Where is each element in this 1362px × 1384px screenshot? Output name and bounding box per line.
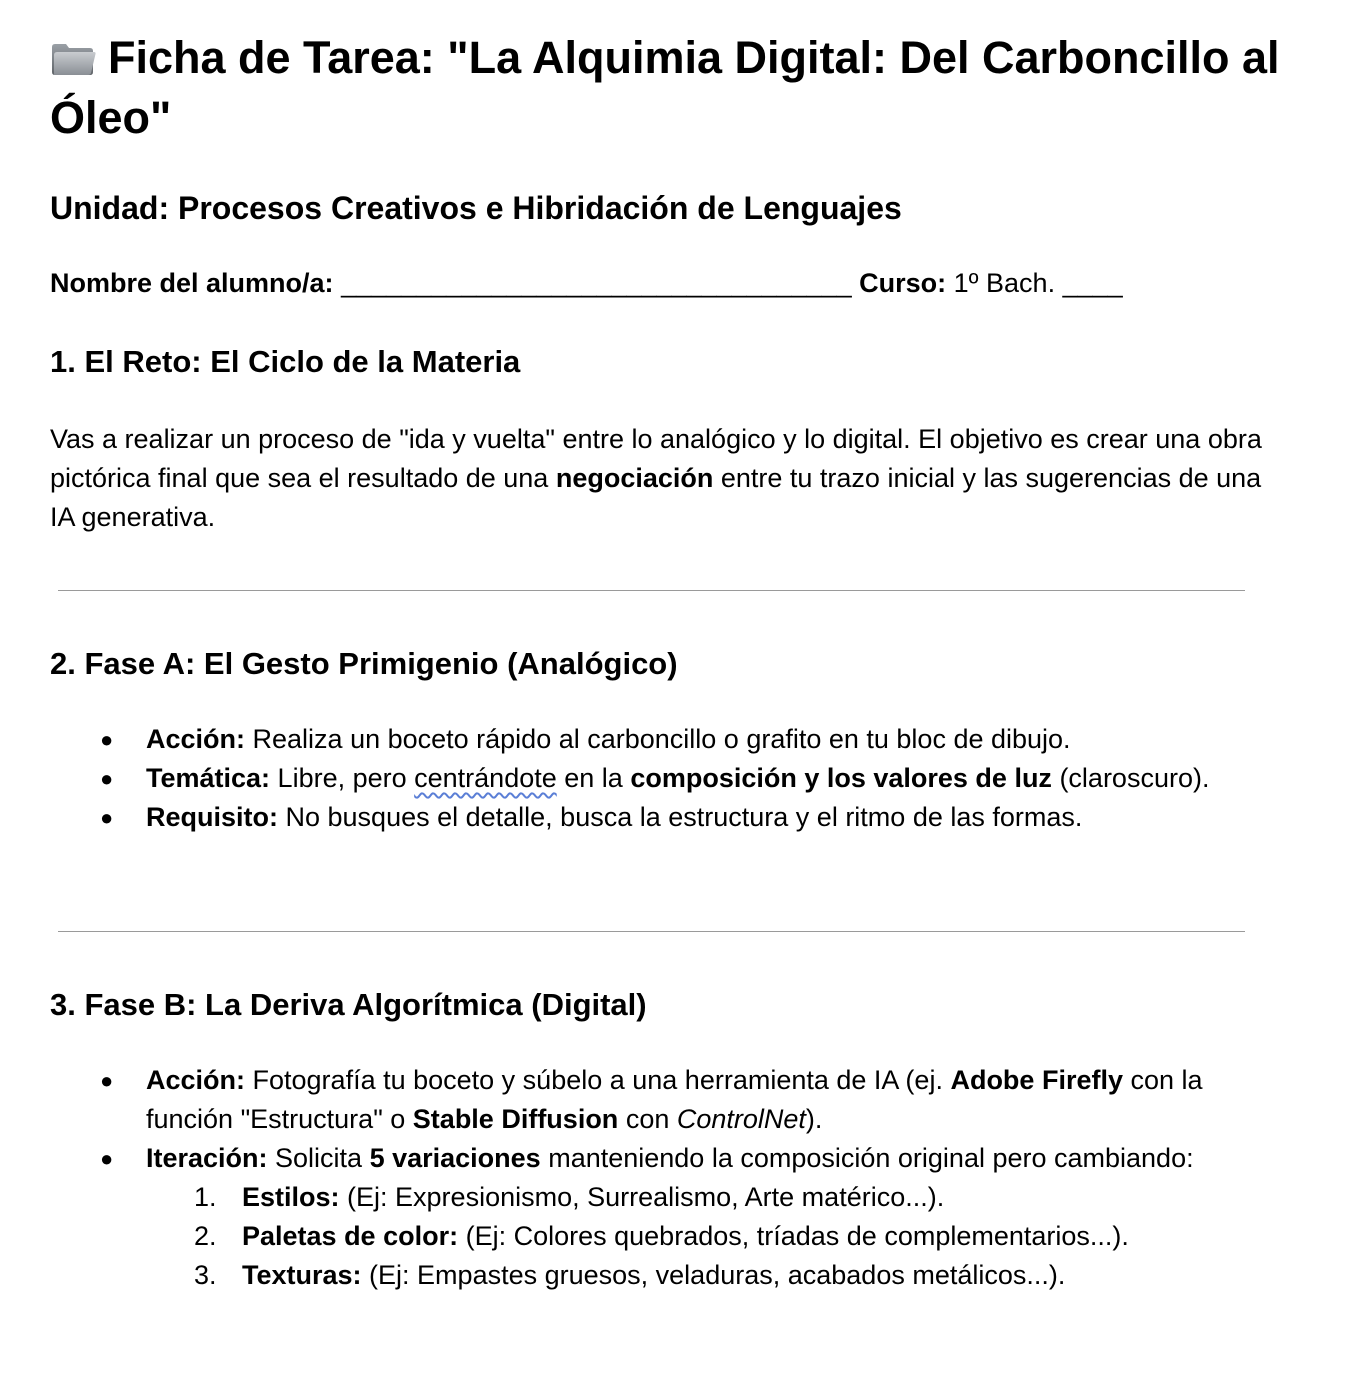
list-item <box>0 720 1290 759</box>
sub-list-item <box>146 1256 1290 1295</box>
section-1-paragraph <box>50 420 1280 537</box>
page-title <box>50 28 1290 148</box>
item-text: en la <box>556 763 631 793</box>
unit-heading: Unidad: Procesos Creativos e Hibridación de Lenguajes <box>50 190 902 226</box>
item-label: Paletas de color: <box>242 1221 459 1251</box>
item-number: 1. <box>194 1182 217 1212</box>
item-label: Iteración: <box>146 1143 268 1173</box>
list-item <box>0 1061 1290 1139</box>
item-bold: 5 variaciones <box>369 1143 541 1173</box>
item-label: Estilos: <box>242 1182 340 1212</box>
item-text: con la función "Estructura" o <box>146 1065 1203 1134</box>
item-label: Temática: <box>146 763 271 793</box>
item-text: (Ej: Colores quebrados, tríadas de complementarios...). <box>458 1221 1129 1251</box>
item-text: Fotografía tu boceto y súbelo a una herramienta de IA (ej. <box>245 1065 951 1095</box>
item-bold: composición y los valores de luz <box>630 763 1052 793</box>
paragraph-bold: negociación <box>555 463 714 493</box>
item-text: manteniendo la composición original pero cambiando: <box>540 1143 1194 1173</box>
list-item <box>0 1139 1290 1295</box>
course-label: Curso: <box>859 268 947 298</box>
course-value[interactable]: 1º Bach. ____ <box>953 268 1123 298</box>
item-number: 3. <box>194 1260 217 1290</box>
phase-b-list <box>0 1061 1290 1295</box>
phase-a-list <box>0 720 1290 837</box>
item-label: Requisito: <box>146 802 278 832</box>
item-number: 2. <box>194 1221 217 1251</box>
item-text: Realiza un boceto rápido al carboncillo o grafito en tu bloc de dibujo. <box>245 724 1071 754</box>
list-item <box>0 759 1290 798</box>
item-bold: Adobe Firefly <box>950 1065 1123 1095</box>
item-text: (Ej: Empastes gruesos, veladuras, acabados metálicos...). <box>361 1260 1066 1290</box>
paragraph-text: entre tu trazo inicial y las sugerencias de una IA generativa. <box>50 463 1262 532</box>
item-label: Acción: <box>146 1065 246 1095</box>
item-text: No busques el detalle, busca la estructura y el ritmo de las formas. <box>278 802 1083 832</box>
divider <box>58 931 1245 932</box>
item-text: con <box>618 1104 677 1134</box>
item-text: (Ej: Expresionismo, Surrealismo, Arte matérico...). <box>339 1182 945 1212</box>
sub-list-item <box>146 1217 1290 1256</box>
folder-icon <box>50 32 96 68</box>
variations-list <box>146 1178 1290 1295</box>
page-title-text: Ficha de Tarea: "La Alquimia Digital: Del Carboncillo al Óleo" <box>50 32 1280 143</box>
list-item <box>0 798 1290 837</box>
divider <box>58 590 1245 591</box>
item-label: Texturas: <box>242 1260 362 1290</box>
sub-list-item <box>146 1178 1290 1217</box>
spellcheck-flagged-word[interactable]: centrándote <box>414 763 557 793</box>
section-1-heading: 1. El Reto: El Ciclo de la Materia <box>50 344 521 379</box>
bullet-icon: ● <box>100 805 114 830</box>
section-3-heading: 3. Fase B: La Deriva Algorítmica (Digital) <box>50 987 647 1022</box>
bullet-icon: ● <box>100 727 114 752</box>
section-2-heading: 2. Fase A: El Gesto Primigenio (Analógico) <box>50 646 678 681</box>
item-text: (claroscuro). <box>1051 763 1210 793</box>
item-label: Acción: <box>146 724 246 754</box>
student-info-line <box>50 266 1123 300</box>
student-name-label: Nombre del alumno/a: <box>50 268 334 298</box>
item-italic: ControlNet <box>676 1104 806 1134</box>
bullet-icon: ● <box>100 766 114 791</box>
bullet-icon: ● <box>100 1146 114 1171</box>
item-text: Libre, pero <box>270 763 415 793</box>
item-text: ). <box>805 1104 823 1134</box>
item-bold: Stable Diffusion <box>412 1104 619 1134</box>
student-name-blank[interactable]: __________________________________ <box>341 268 852 298</box>
item-text: Solicita <box>267 1143 370 1173</box>
paragraph-text: Vas a realizar un proceso de "ida y vuelta" entre lo analógico y lo digital. El objetivo es crear una obra pictórica final que sea el resultado de una <box>50 424 1262 493</box>
bullet-icon: ● <box>100 1068 114 1093</box>
